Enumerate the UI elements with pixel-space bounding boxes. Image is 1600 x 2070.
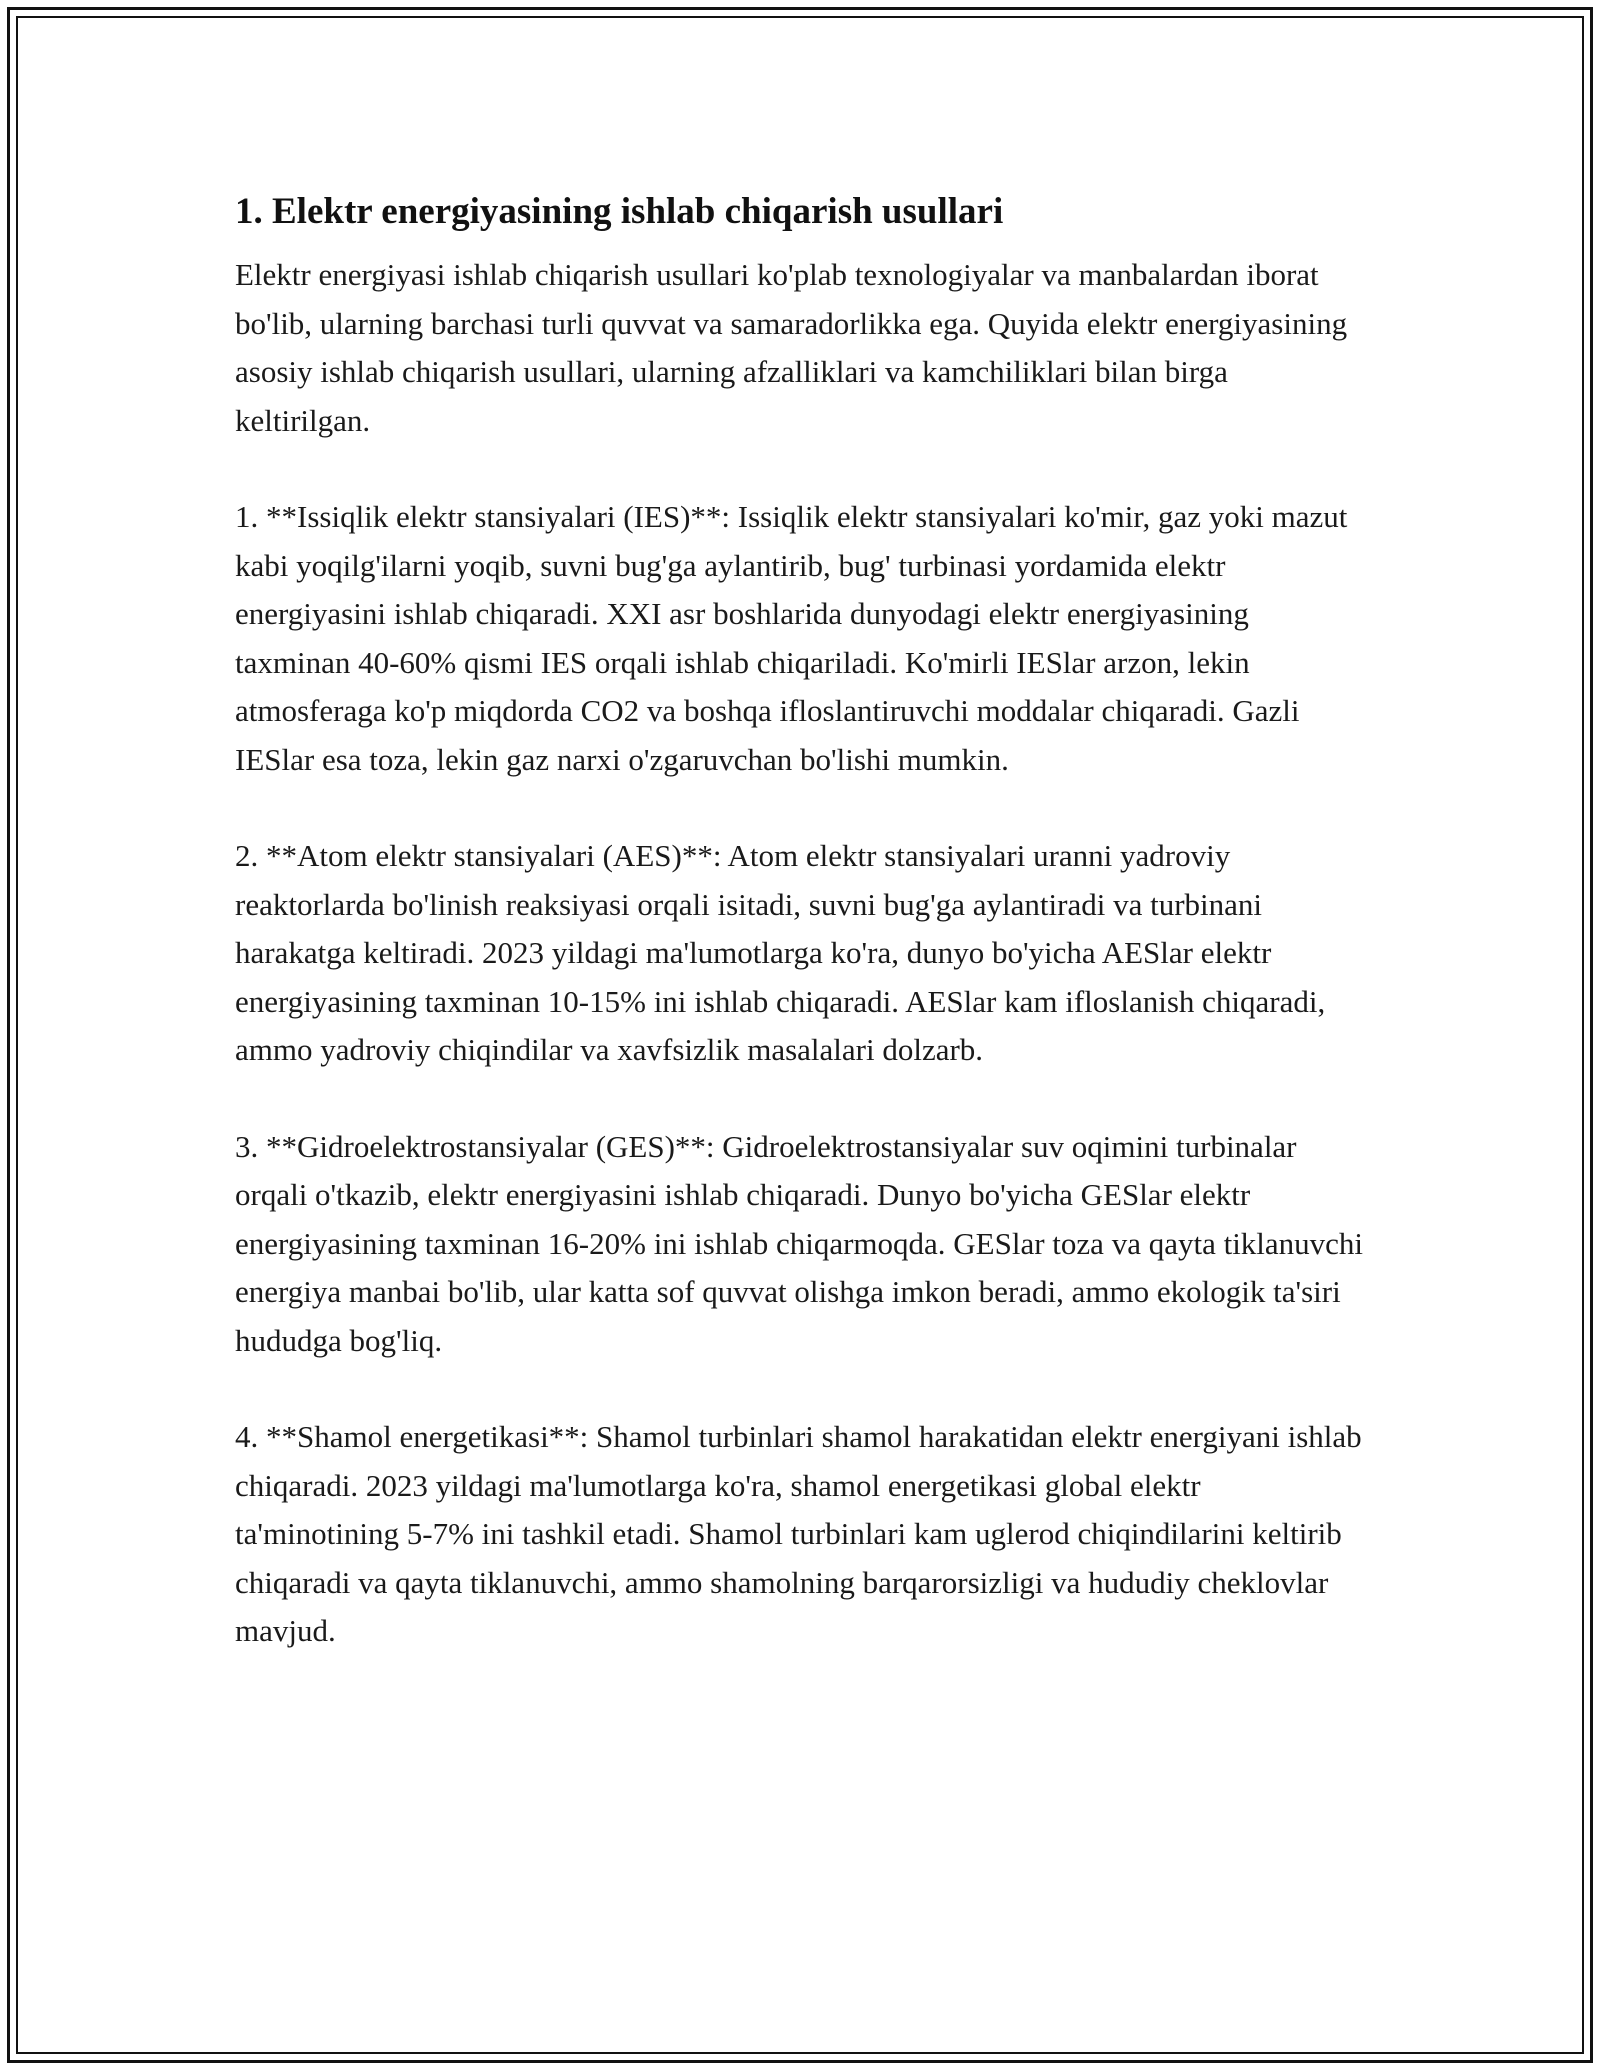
document-body <box>235 185 1365 1704</box>
document-title: 1. Elektr energiyasining ishlab chiqarish usullari <box>235 191 1004 232</box>
paragraph-hydroelectric-plants: 3. **Gidroelektrostansiyalar (GES)**: Gidroelektrostansiyalar suv oqimini turbinalar orqali o'tkazib, elektr energiyasini ishlab chiqaradi. Dunyo bo'yicha GESlar elektr energiyasining taxminan 16-20% ini ishlab chiqarmoqda. GESlar toza va qayta tiklanuvchi energiya manbai bo'lib, ular katta sof quvvat olishga imkon beradi, ammo ekologik ta'siri hududga bog'liq. <box>235 1128 1364 1358</box>
intro-paragraph: Elektr energiyasi ishlab chiqarish usullari ko'plab texnologiyalar va manbalardan iborat bo'lib, ularning barchasi turli quvvat va samaradorlikka ega. Quyida elektr energiyasining asosiy ishlab chiqarish usullari, ularning afzalliklari va kamchiliklari bilan birga keltirilgan. <box>235 257 1348 438</box>
paragraph-wind-energy: 4. **Shamol energetikasi**: Shamol turbinlari shamol harakatidan elektr energiyani ishlab chiqaradi. 2023 yildagi ma'lumotlarga ko'ra, shamol energetikasi global elektr ta'minotining 5-7% ini tashkil etadi. Shamol turbinlari kam uglerod chiqindilarini keltirib chiqaradi va qayta tiklanuvchi, ammo shamolning barqarorsizligi va hududiy cheklovlar mavjud. <box>235 1419 1362 1648</box>
paragraph-nuclear-power-plants: 2. **Atom elektr stansiyalari (AES)**: Atom elektr stansiyalari uranni yadroviy reaktorlarda bo'linish reaksiyasi orqali isitadi, suvni bug'ga aylantiradi va turbinani harakatga keltiradi. 2023 yildagi ma'lumotlarga ko'ra, dunyo bo'yicha AESlar elektr energiyasining taxminan 10-15% ini ishlab chiqaradi. AESlar kam ifloslanish chiqaradi, ammo yadroviy chiqindilar va xavfsizlik masalalari dolzarb. <box>235 838 1326 1067</box>
paragraph-thermal-power-plants: 1. **Issiqlik elektr stansiyalari (IES)**: Issiqlik elektr stansiyalari ko'mir, gaz yoki mazut kabi yoqilg'ilarni yoqib, suvni bug'ga aylantirib, bug' turbinasi yordamida elektr energiyasini ishlab chiqaradi. XXI asr boshlarida dunyodagi elektr energiyasining taxminan 40-60% qismi IES orqali ishlab chiqariladi. Ko'mirli IESlar arzon, lekin atmosferaga ko'p miqdorda CO2 va boshqa ifloslantiruvchi moddalar chiqaradi. Gazli IESlar esa toza, lekin gaz narxi o'zgaruvchan bo'lishi mumkin. <box>235 499 1348 777</box>
